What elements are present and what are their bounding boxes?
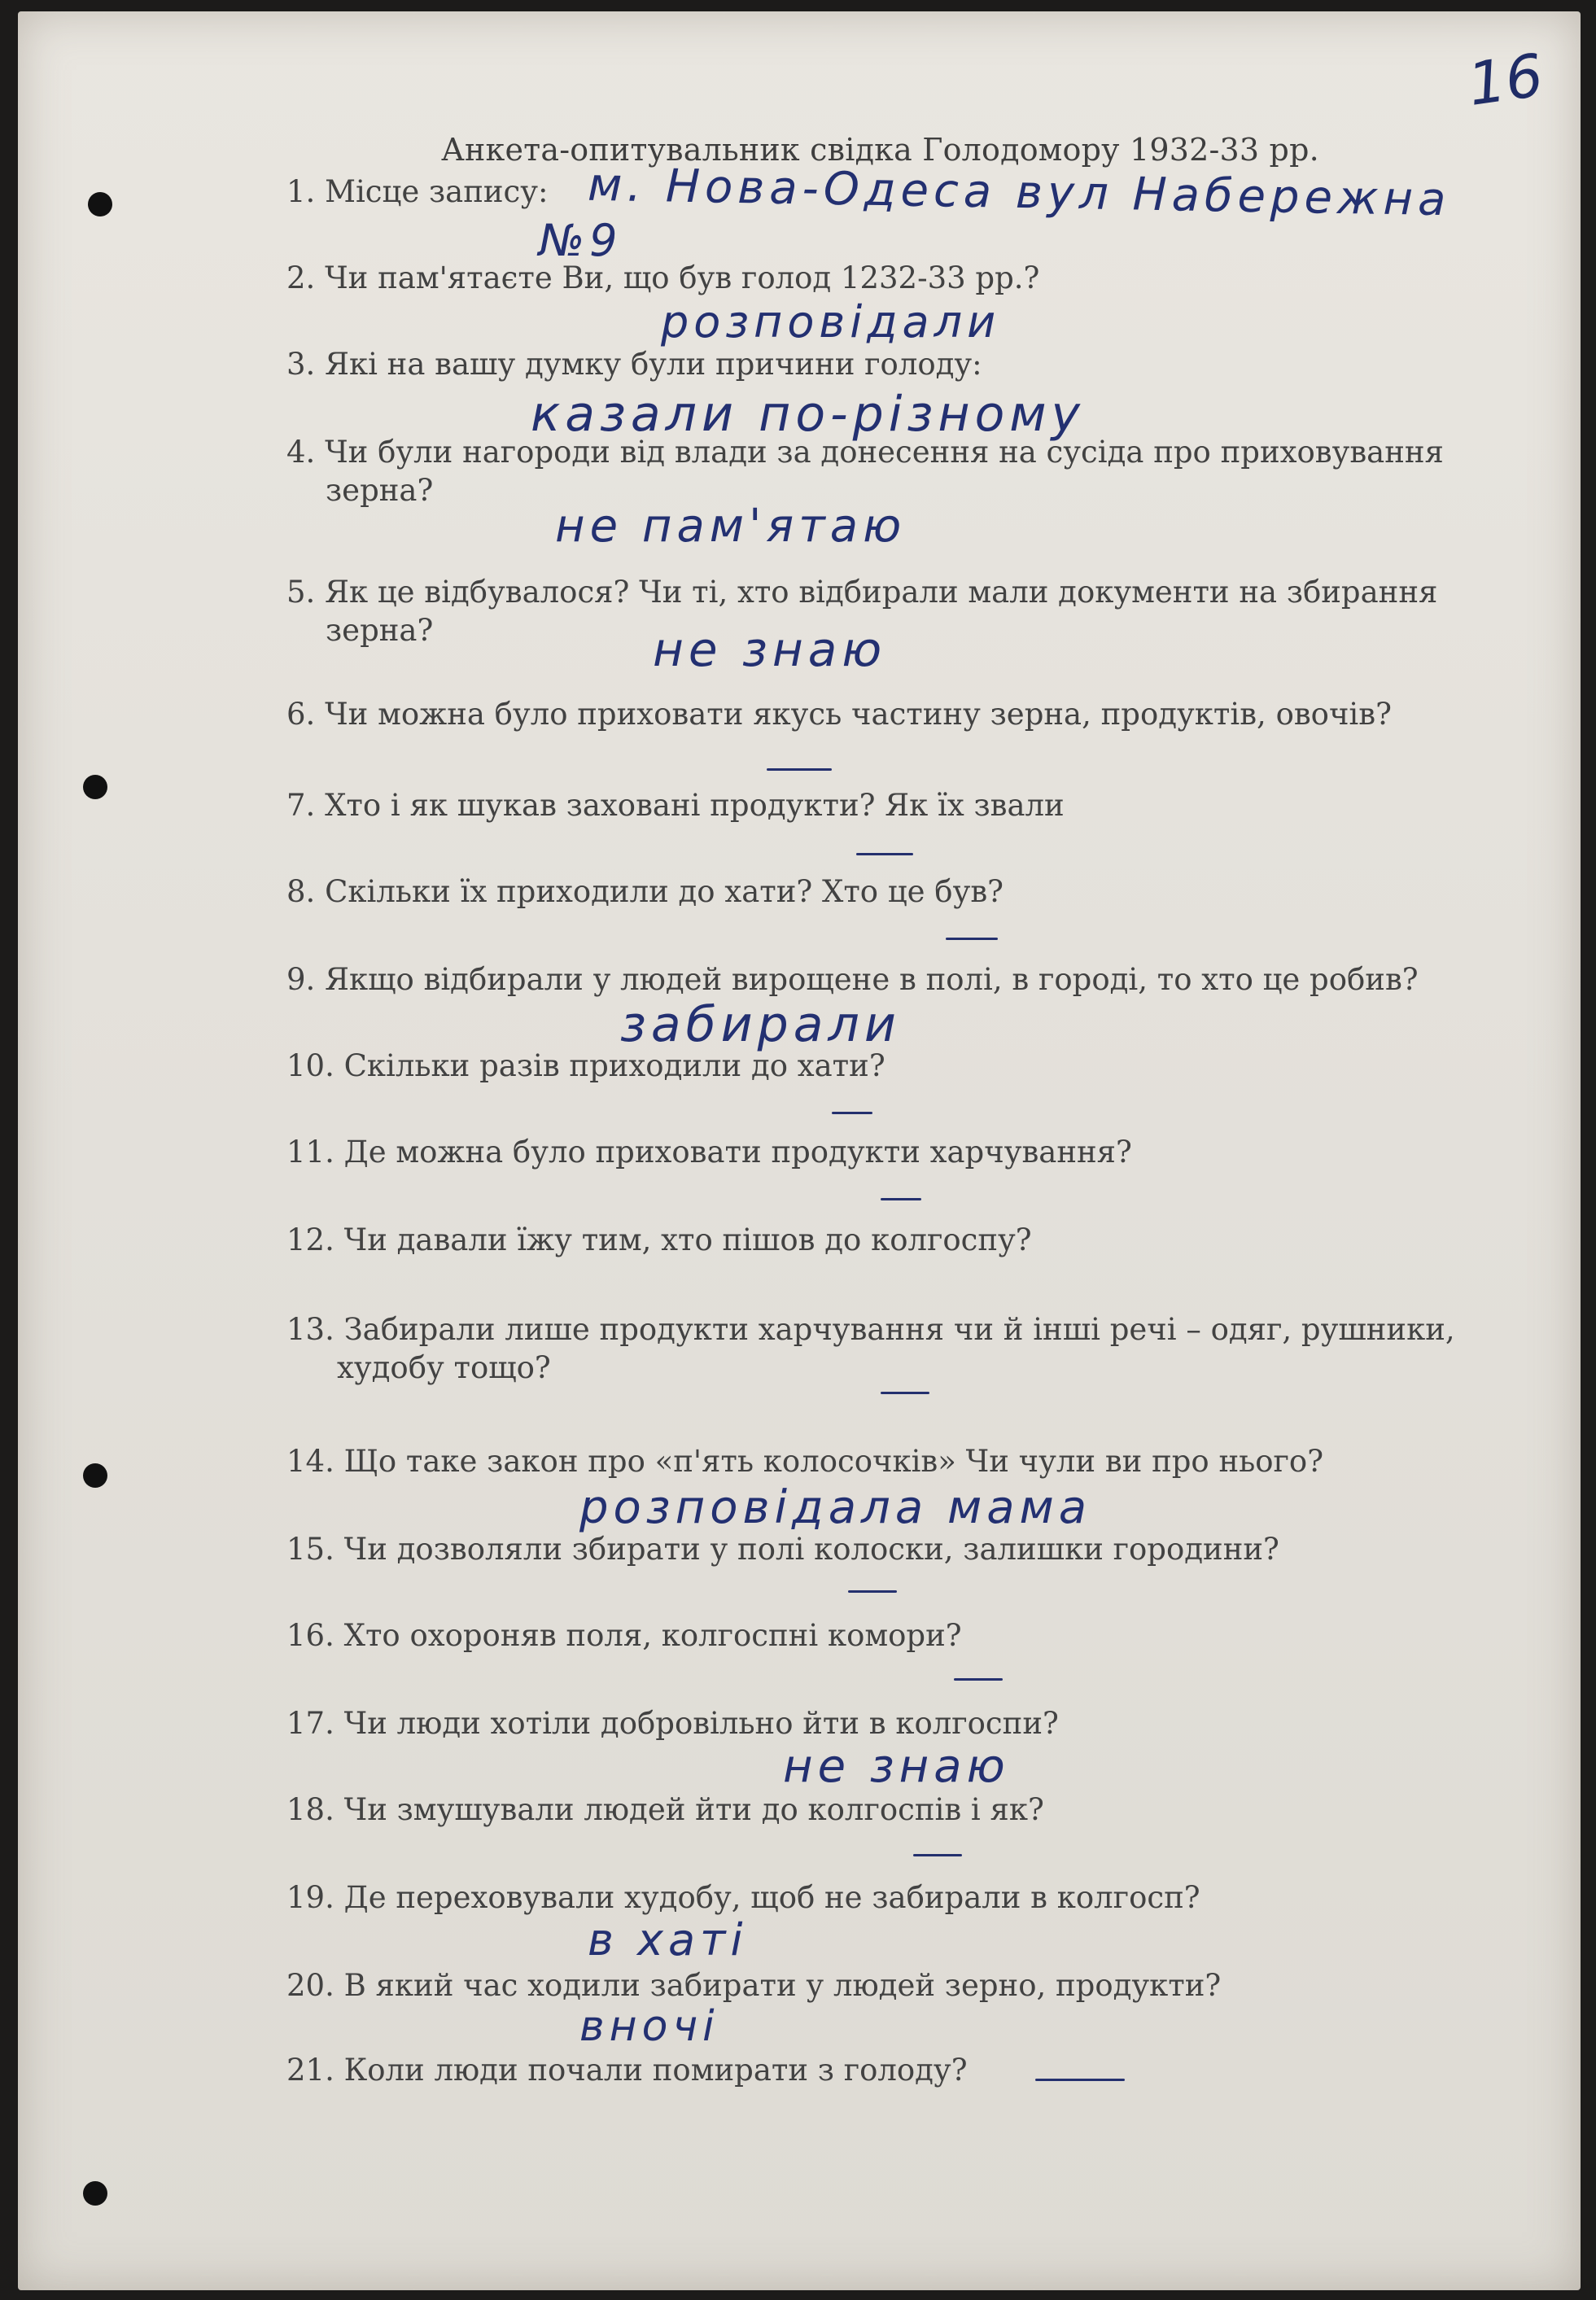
page-number: 16: [1463, 41, 1548, 119]
question-2: [286, 259, 1039, 297]
question-text: Якщо відбирали у людей вирощене в полі, в городі, то хто це робив?: [325, 962, 1419, 997]
answer-dash-18: [913, 1854, 962, 1856]
question-4: [286, 433, 1444, 509]
question-number: 14.: [286, 1444, 335, 1479]
question-text: Чи пам'ятаєте Ви, що був голод 1232-33 рр.?: [325, 260, 1040, 295]
question-1: [286, 173, 549, 211]
questionnaire-sheet: [18, 11, 1581, 2290]
question-text: Скільки разів приходили до хати?: [343, 1048, 885, 1083]
answer-dash-11: [881, 1198, 921, 1200]
question-number: 5.: [286, 575, 316, 610]
question-number: 8.: [286, 874, 316, 909]
question-number: 1.: [286, 174, 316, 209]
punch-hole: [88, 192, 112, 216]
answer-1: м. Нова-Одеса вул Набережна: [587, 158, 1451, 227]
answer-9: забирали: [620, 996, 901, 1053]
question-text: Коли люди почали помирати з голоду?: [343, 2053, 968, 2088]
answer-20: вночі: [579, 2002, 719, 2051]
question-text: Чи були нагороди від влади за донесення на сусіда про приховування: [325, 435, 1444, 470]
question-text: Що таке закон про «п'ять колосочків» Чи чули ви про нього?: [343, 1444, 1324, 1479]
answer-dash-13: [881, 1392, 929, 1394]
question-text: Чи люди хотіли добровільно йти в колгоспи?: [343, 1706, 1059, 1741]
question-number: 3.: [286, 347, 316, 382]
question-number: 19.: [286, 1880, 335, 1915]
question-text-continued: зерна?: [326, 613, 434, 648]
question-text: Місце запису:: [325, 174, 549, 209]
punch-hole: [83, 775, 107, 799]
question-text: В який час ходили забирати у людей зерно, продукти?: [343, 1968, 1222, 2003]
answer-dash-10: [832, 1112, 872, 1114]
question-15: [286, 1530, 1279, 1568]
question-text: Чи дозволяли збирати у полі колоски, залишки городини?: [343, 1532, 1279, 1567]
question-text: Які на вашу думку були причини голоду:: [325, 347, 982, 382]
question-17: [286, 1704, 1059, 1742]
question-13: [286, 1310, 1455, 1387]
question-text: Чи змушували людей йти до колгоспів і як?: [343, 1792, 1044, 1827]
question-7: [286, 786, 1065, 824]
answer-17: не знаю: [783, 1740, 1010, 1793]
question-text: Чи можна було приховати якусь частину зерна, продуктів, овочів?: [325, 697, 1392, 732]
question-text-continued: зерна?: [326, 473, 434, 508]
answer-dash-16: [954, 1678, 1003, 1681]
punch-hole: [83, 1463, 107, 1488]
answer-19: в хаті: [588, 1914, 748, 1965]
question-12: [286, 1221, 1032, 1259]
question-number: 10.: [286, 1048, 335, 1083]
question-number: 13.: [286, 1312, 335, 1347]
answer-14: розповідала мама: [579, 1481, 1092, 1534]
question-number: 12.: [286, 1222, 335, 1257]
question-19: [286, 1878, 1200, 1917]
question-number: 18.: [286, 1792, 335, 1827]
question-text: Забирали лише продукти харчування чи й інші речі – одяг, рушники,: [343, 1312, 1455, 1347]
question-14: [286, 1442, 1323, 1480]
question-number: 15.: [286, 1532, 335, 1567]
question-11: [286, 1133, 1132, 1171]
question-text: Хто охороняв поля, колгоспні комори?: [343, 1618, 962, 1653]
question-18: [286, 1791, 1044, 1829]
question-3: [286, 345, 982, 383]
question-text: Скільки їх приходили до хати? Хто це був?: [325, 874, 1004, 909]
answer-dash-7: [856, 853, 913, 855]
question-number: 20.: [286, 1968, 335, 2003]
answer-dash-21: [1035, 2079, 1125, 2081]
question-number: 11.: [286, 1135, 335, 1170]
answer-dash-8: [946, 938, 998, 940]
question-number: 2.: [286, 260, 316, 295]
question-text-continued: худобу тощо?: [337, 1350, 551, 1385]
question-8: [286, 872, 1004, 911]
question-text: Хто і як шукав заховані продукти? Як їх звали: [325, 788, 1065, 823]
question-16: [286, 1616, 962, 1655]
question-text: Де можна було приховати продукти харчування?: [343, 1135, 1132, 1170]
answer-4: не пам'ятаю: [555, 500, 907, 553]
answer-5: не знаю: [653, 622, 887, 677]
question-21: [286, 2051, 968, 2089]
answer-2: розповідали: [661, 296, 1001, 348]
question-20: [286, 1966, 1221, 2005]
question-number: 21.: [286, 2053, 335, 2088]
question-number: 16.: [286, 1618, 335, 1653]
question-number: 4.: [286, 435, 316, 470]
question-text: Де переховували худобу, щоб не забирали в колгосп?: [343, 1880, 1200, 1915]
question-6: [286, 695, 1392, 733]
question-text: Як це відбувалося? Чи ті, хто відбирали мали документи на збирання: [325, 575, 1438, 610]
punch-hole: [83, 2181, 107, 2206]
answer-3: казали по-різному: [531, 386, 1086, 443]
question-number: 7.: [286, 788, 316, 823]
question-number: 17.: [286, 1706, 335, 1741]
answer-dash-15: [848, 1590, 897, 1593]
answer-1-continued: №9: [539, 215, 623, 266]
answer-dash-6: [767, 768, 832, 771]
document-title: Анкета-опитувальник свідка Голодомору 1932-33 рр.: [441, 132, 1319, 168]
question-text: Чи давали їжу тим, хто пішов до колгоспу?: [343, 1222, 1032, 1257]
question-9: [286, 960, 1419, 999]
question-number: 6.: [286, 697, 316, 732]
question-number: 9.: [286, 962, 316, 997]
